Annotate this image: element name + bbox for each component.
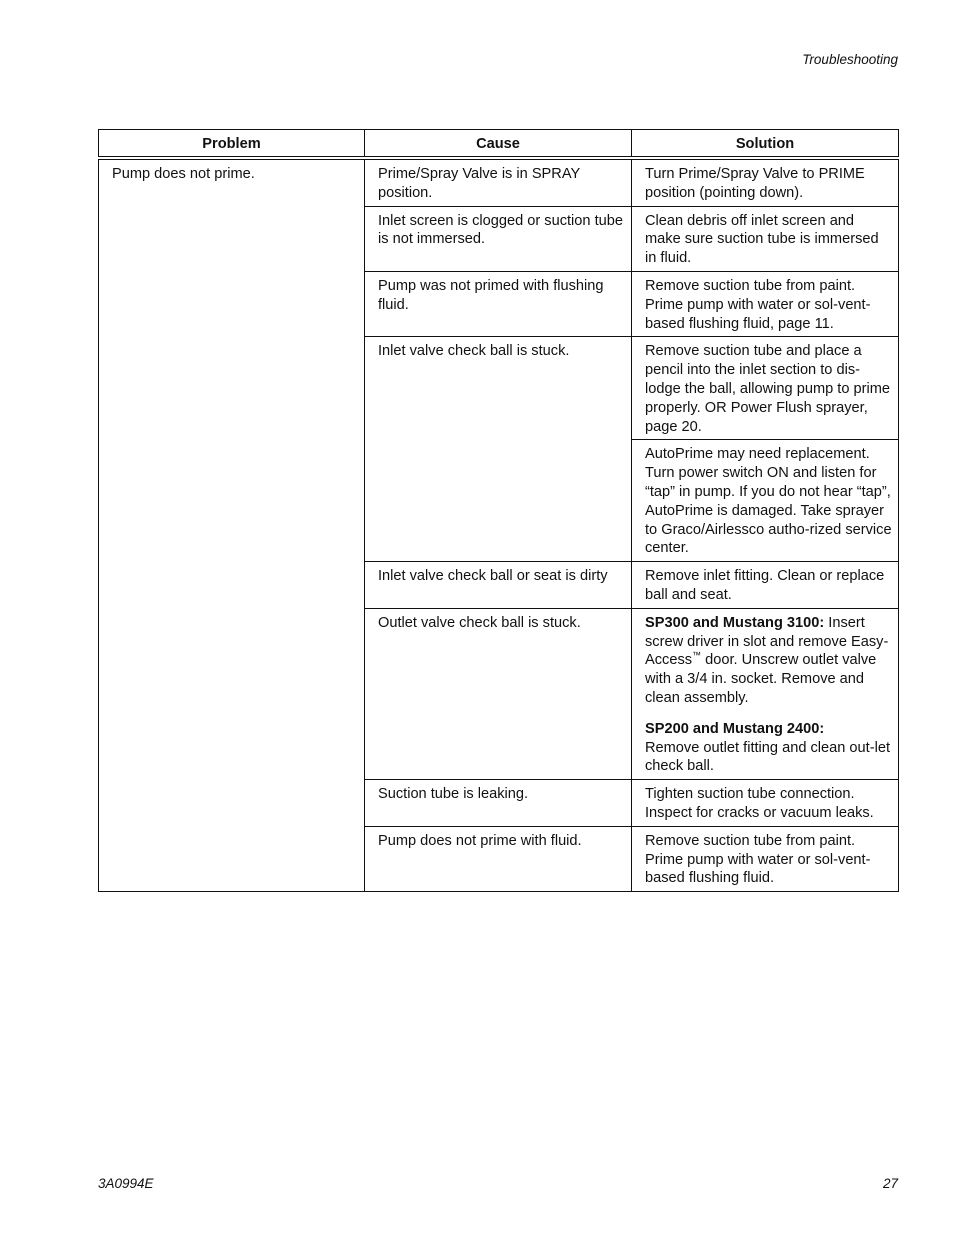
table-row — [99, 158, 899, 206]
solution-cell: Clean debris off inlet screen and make sure suction tube is immersed in fluid. — [632, 206, 899, 271]
cause-cell: Pump does not prime with fluid. — [365, 826, 632, 891]
solution-cell: Tighten suction tube connection. Inspect for cracks or vacuum leaks. — [632, 780, 899, 827]
cause-cell: Inlet screen is clogged or suction tube is not immersed. — [365, 206, 632, 271]
solution-cell: Turn Prime/Spray Valve to PRIME position (pointing down). — [632, 158, 899, 206]
cause-cell: Inlet valve check ball is stuck. — [365, 337, 632, 562]
cause-cell: Inlet valve check ball or seat is dirty — [365, 562, 632, 609]
running-header: Troubleshooting — [802, 52, 898, 67]
solution-cell: Remove inlet fitting. Clean or replace ball and seat. — [632, 562, 899, 609]
table-header-row — [99, 130, 899, 159]
problem-cell: Pump does not prime. — [99, 158, 365, 892]
column-header-solution: Solution — [632, 130, 899, 159]
document-number: 3A0994E — [98, 1176, 154, 1191]
page-number: 27 — [882, 1176, 898, 1191]
trademark-symbol: ™ — [692, 650, 702, 661]
cause-cell: Pump was not primed with flushing fluid. — [365, 271, 632, 336]
solution-text: Remove outlet fitting and clean out-let check ball. — [645, 739, 890, 775]
model-label-sp200: SP200 and Mustang 2400: — [645, 720, 825, 737]
column-header-problem: Problem — [99, 130, 365, 159]
cause-cell: Suction tube is leaking. — [365, 780, 632, 827]
cause-cell: Outlet valve check ball is stuck. — [365, 608, 632, 779]
column-header-cause: Cause — [365, 130, 632, 159]
cause-cell: Prime/Spray Valve is in SPRAY position. — [365, 158, 632, 206]
solution-text: Insert screw driver in slot and remove Easy-Access — [645, 614, 889, 669]
solution-cell: Remove suction tube from paint. Prime pump with water or sol-vent-based flushing fluid. — [632, 826, 899, 891]
solution-cell: Remove suction tube from paint. Prime pump with water or sol-vent-based flushing fluid, page 11. — [632, 271, 899, 336]
solution-text: door. Unscrew outlet valve with a 3/4 in. socket. Remove and clean assembly. — [645, 652, 877, 706]
solution-cell: AutoPrime may need replacement. Turn power switch ON and listen for “tap” in pump. If you do not hear “tap”, AutoPrime is damaged. Take sprayer to Graco/Airlessco autho-rized service center. — [632, 440, 899, 562]
solution-cell: Remove suction tube and place a pencil into the inlet section to dis-lodge the ball, allowing pump to prime properly. OR Power Flush sprayer, page 20. — [632, 337, 899, 440]
model-label-sp300: SP300 and Mustang 3100: — [645, 614, 825, 631]
solution-subsection — [645, 720, 892, 776]
troubleshooting-table — [98, 129, 899, 892]
solution-cell — [632, 608, 899, 779]
